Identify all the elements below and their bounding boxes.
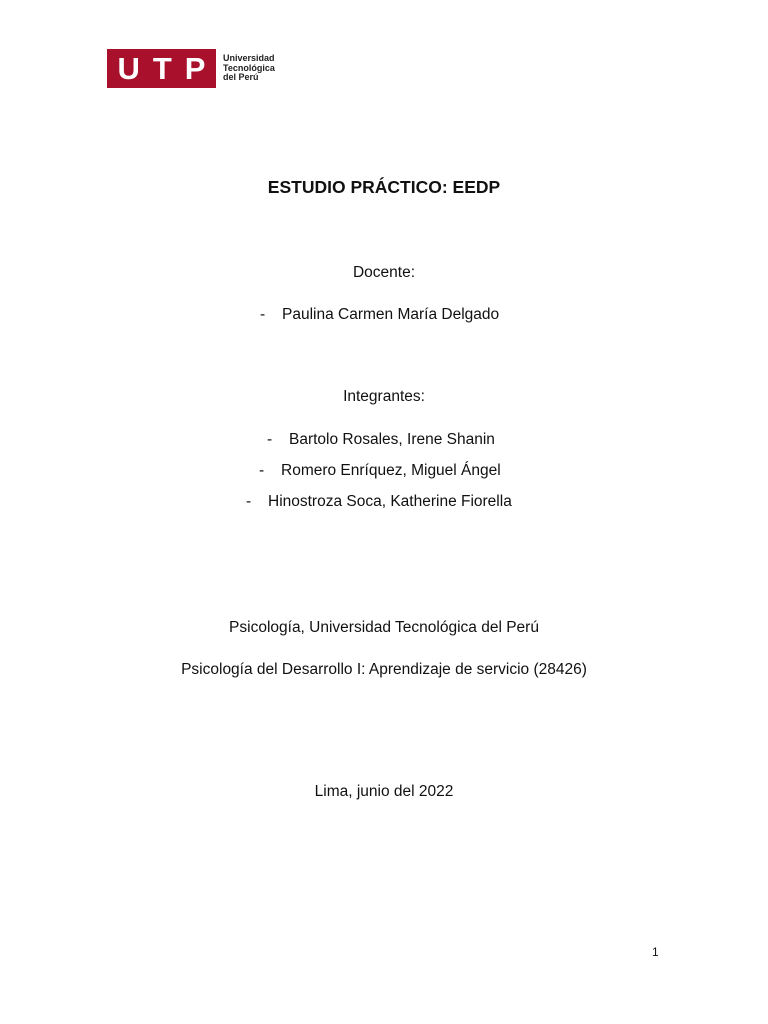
logo-text xyxy=(223,54,275,83)
document-date: Lima, junio del 2022 xyxy=(314,783,454,800)
docente-label: Docente: xyxy=(352,264,416,281)
integrantes-label: Integrantes: xyxy=(343,388,425,405)
logo-text-line: Universidad xyxy=(223,53,275,64)
logo-text-line: Tecnológica xyxy=(223,62,275,73)
page-number: 1 xyxy=(652,945,659,959)
docente-item xyxy=(260,306,499,324)
logo-letter-p: P xyxy=(184,51,206,86)
integrante-name: Hinostroza Soca, Katherine Fiorella xyxy=(268,493,512,510)
bullet-dash: - xyxy=(246,493,252,510)
logo-letter-t: T xyxy=(152,51,172,86)
bullet-dash: - xyxy=(267,431,273,448)
affiliation: Psicología, Universidad Tecnológica del Perú xyxy=(229,619,539,636)
utp-logo xyxy=(107,49,275,88)
integrante-item xyxy=(267,431,495,449)
docente-name: Paulina Carmen María Delgado xyxy=(282,306,500,323)
integrante-item xyxy=(259,462,501,480)
logo-letter-u: U xyxy=(117,51,140,86)
logo-text-line: del Perú xyxy=(223,72,259,83)
course-name: Psicología del Desarrollo I: Aprendizaje de servicio (28426) xyxy=(181,661,587,678)
bullet-dash: - xyxy=(259,462,265,479)
integrante-item xyxy=(246,493,512,511)
document-title: ESTUDIO PRÁCTICO: EEDP xyxy=(267,177,501,197)
integrante-name: Romero Enríquez, Miguel Ángel xyxy=(281,462,501,479)
bullet-dash: - xyxy=(260,306,266,323)
logo-box xyxy=(107,49,216,88)
integrante-name: Bartolo Rosales, Irene Shanin xyxy=(289,431,495,448)
